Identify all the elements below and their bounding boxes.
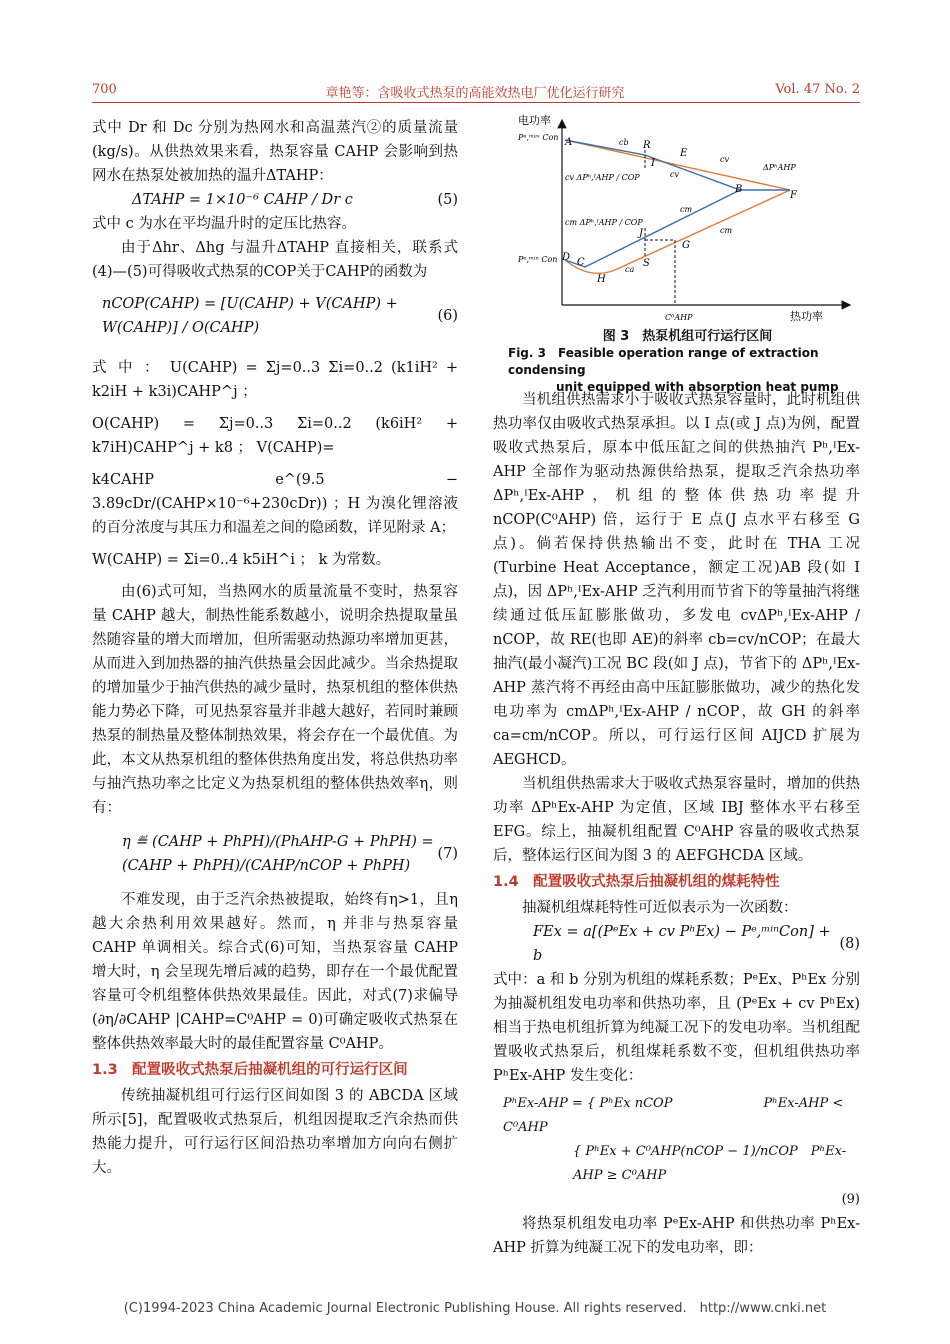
pt-R: R — [643, 140, 651, 151]
pt-E: E — [680, 148, 688, 159]
x-tick-c0: C⁰AHP — [665, 313, 693, 322]
label-ann2: cm ΔPʰ,ᴵAHP / COP — [565, 218, 643, 227]
left-p1: 式中 Dr 和 Dc 分别为热网水和高温蒸汽②的质量流量(kg/s)。从供热效果来看，热泵容量 CAHP 会影响到热网水在热泵处被加热的温升ΔTAHP： — [92, 120, 458, 184]
line-CB — [565, 190, 740, 267]
pt-C: C — [577, 257, 585, 268]
left-p8: 由(6)式可知，当热网水的质量流量不变时，热泵容量 CAHP 越大，制热性能系数越小，说明余热提取量虽然随容量的增大而增加，但所需驱动热源功率增加更甚，从而进入到加热器的抽汽供热量会因此减少。当余热提取的增加量少于抽汽供热的减少量时，热泵机组的整体供热能力势必下降，可见热泵容量并非越大越好，若同时兼顾热泵的制热量及整体制热效果，将会存在一个最优值。为此，本文从热泵机组的整体供热角度出发，将总供热功率与抽汽热功率之比定义为热泵机组的整体供热效率η，则有： — [92, 584, 458, 816]
left-p10: 传统抽凝机组可行运行区间如图 3 的 ABCDA 区域所示[5]，配置吸收式热泵后，机组因提取乏汽余热而供热能力提升，可行运行区间沿热功率增加方向向右侧扩大。 — [92, 1088, 458, 1176]
equation-6: nCOP(CAHP) = [U(CAHP) + V(CAHP) + W(CAHP)] / O(CAHP) (6) — [102, 296, 458, 336]
figure-caption-en: Fig. 3 Feasible operation range of extraction condensing unit equipped with absorption heat pump — [508, 346, 839, 394]
figure-caption-cn: 图 3 热泵机组可行运行区间 — [602, 329, 773, 344]
copyright-footer: (C)1994-2023 China Academic Journal Electronic Publishing House. All rights reserved. http://www.cnki.net — [123, 1301, 827, 1316]
right-p2: 当机组供热需求大于吸收式热泵容量时，增加的供热功率 ΔPʰEx-AHP 为定值，区域 IBJ 整体水平右移至 EFG。综上，抽凝机组配置 C⁰AHP 容量的吸收式热泵后，整体运行区间为图 3 的 AEFGHCDA 区域。 — [493, 776, 860, 864]
y-axis-label: 电功率 — [518, 114, 551, 127]
figure-3 — [515, 110, 860, 325]
equation-8: FEx = a[(PᵉEx + cv PʰEx) − Pᵉ,ᵐⁱⁿCon] + b (8) — [533, 924, 860, 964]
pt-B: B — [735, 184, 743, 195]
right-column — [493, 388, 860, 1260]
pt-D: D — [562, 252, 571, 263]
right-p3: 抽凝机组煤耗特性可近似表示为一次函数： — [522, 900, 798, 916]
line-AE-F — [565, 140, 790, 190]
right-p5: 将热泵机组发电功率 PᵉEx-AHP 和供热功率 PʰEx-AHP 折算为纯凝工况下的发电功率，即： — [493, 1216, 860, 1256]
left-p9: 不难发现，由于乏汽余热被提取，始终有η>1，且η 越大余热利用效果越好。然而，η 并非与热泵容量 CAHP 单调相关。综合式(6)可知，当热泵容量 CAHP 增大时，η 会呈现先增后减的趋势，即存在一个最优配置容量可令机组整体供热效果最佳。因此，对式(7)求偏导(∂η/∂CAHP |CAHP=C⁰AHP = 0)可确定吸收式热泵在整体供热效率最大时的最佳配置容量 C⁰AHP。 — [92, 892, 458, 1052]
pt-H: H — [597, 274, 606, 285]
label-cv2: cv — [670, 170, 679, 179]
pt-J: J — [639, 228, 644, 239]
pt-S: S — [643, 258, 650, 269]
left-p5: O(CAHP) = Σj=0..3 Σi=0..2 (k6iH² + k7iH)CAHP^j + k8 ； V(CAHP)= — [92, 416, 458, 456]
left-p2: 式中 c 为水在平均温升时的定压比热容。 — [92, 216, 356, 232]
header-rule — [92, 102, 860, 103]
equation-9: PʰEx-AHP = { PʰEx nCOP PʰEx-AHP < C⁰AHP { PʰEx + C⁰AHP(nCOP − 1)/nCOP PʰEx-AHP ≥ C⁰AHP (9) — [503, 1096, 860, 1207]
label-cv1: cv — [720, 155, 729, 164]
left-p7: W(CAHP) = Σi=0..4 k5iH^i ； k 为常数。 — [92, 552, 391, 568]
pt-F: F — [790, 190, 797, 201]
left-p3: 由于Δhr、Δhg 与温升ΔTAHP 直接相关，联系式(4)—(5)可得吸收式热泵的COP关于CAHP的函数为 — [92, 240, 458, 280]
right-p1: 当机组供热需求小于吸收式热泵容量时，此时机组供热功率仅由吸收式热泵承担。以 I 点(或 J 点)为例，配置吸收式热泵后，原本中低压缸之间的供热抽汽 Pʰ,ᴵEx-AHP 全部作为驱动热源供给热泵，提取乏汽余热功率 ΔPʰ,ᴵEx-AHP，机组的整体供热功率提升 nCOP(C⁰AHP) 倍，运行于 E 点(J 点水平右移至 G 点)。倘若保持供热输出不变，此时在 THA 工况(Turbine Heat Acceptance，额定工况)AB 段(如 I 点)，因 ΔPʰ,ᴵEx-AHP 乏汽利用而节省下的等量抽汽将继续通过低压缸膨胀做功，多发电 cvΔPʰ,ᴵEx-AHP / nCOP，故 RE(也即 AE)的斜率 cb=cv/nCOP；在最大抽汽(最小凝汽)工况 BC 段(如 J 点)，节省下的 ΔPʰ,ᴵEx-AHP 蒸汽将不再经由高中压缸膨胀做功，减少的热化发电功率为 cmΔPʰ,ᴵEx-AHP / nCOP，故 GH 的斜率 ca=cm/nCOP。所以，可行运行区间 AIJCD 扩展为 AEGHCD。 — [493, 392, 860, 768]
left-p6: k4CAHP e^(9.5 − 3.89cDr/(CAHP×10⁻⁶+230cDr)) ；H 为溴化锂溶液的百分浓度与其压力和温差之间的隐函数，详见附录 A； — [92, 472, 458, 536]
equation-5: ΔTAHP = 1×10⁻⁶ CAHP / Dr c (5) — [132, 192, 458, 208]
section-1-3-heading: 1.3 配置吸收式热泵后抽凝机组的可行运行区间 — [92, 1062, 408, 1078]
y-tick-max: Pᵉ,ᵐᵃˣ Con — [518, 133, 559, 142]
pt-G: G — [682, 240, 690, 251]
pt-A: A — [565, 137, 573, 148]
label-cm1: cm — [680, 205, 693, 214]
section-1-4-heading: 1.4 配置吸收式热泵后抽凝机组的煤耗特性 — [493, 874, 780, 890]
label-cm2: cm — [720, 226, 733, 235]
label-dp: ΔPʰAHP — [763, 163, 796, 172]
left-p4: 式 中 ： U(CAHP) = Σj=0..3 Σi=0..2 (k1iH² + k2iH + k3i)CAHP^j ； — [92, 360, 458, 400]
left-column — [92, 116, 458, 1180]
x-axis-label: 热功率 — [790, 310, 823, 323]
label-ann1: cv ΔPʰ,ᴵAHP / COP — [565, 173, 640, 182]
page-number: 700 — [92, 82, 117, 97]
equation-7: η ≝ (CAHP + PhPH)/(PhAHP-G + PhPH) = (CAHP + PhPH)/(CAHP/nCOP + PhPH) (7) — [122, 834, 458, 874]
label-ca: ca — [625, 265, 635, 274]
running-title: 章艳等：含吸收式热泵的高能效热电厂优化运行研究 — [325, 86, 625, 101]
volume-info: Vol. 47 No. 2 — [775, 82, 860, 97]
right-p4: 式中：a 和 b 分别为机组的煤耗系数；PᵉEx、PʰEx 分别为抽凝机组发电功率和供热功率，且 (PᵉEx + cv PʰEx) 相当于热电机组折算为纯凝工况下的发电功率。当机组配置吸收式热泵后，机组煤耗系数不变，但机组供热功率 PʰEx-AHP 发生变化： — [493, 972, 860, 1084]
y-tick-min: Pᵉ,ᵐⁱⁿ Con — [518, 255, 558, 264]
pt-I: I — [651, 158, 655, 169]
label-cb: cb — [619, 138, 629, 147]
